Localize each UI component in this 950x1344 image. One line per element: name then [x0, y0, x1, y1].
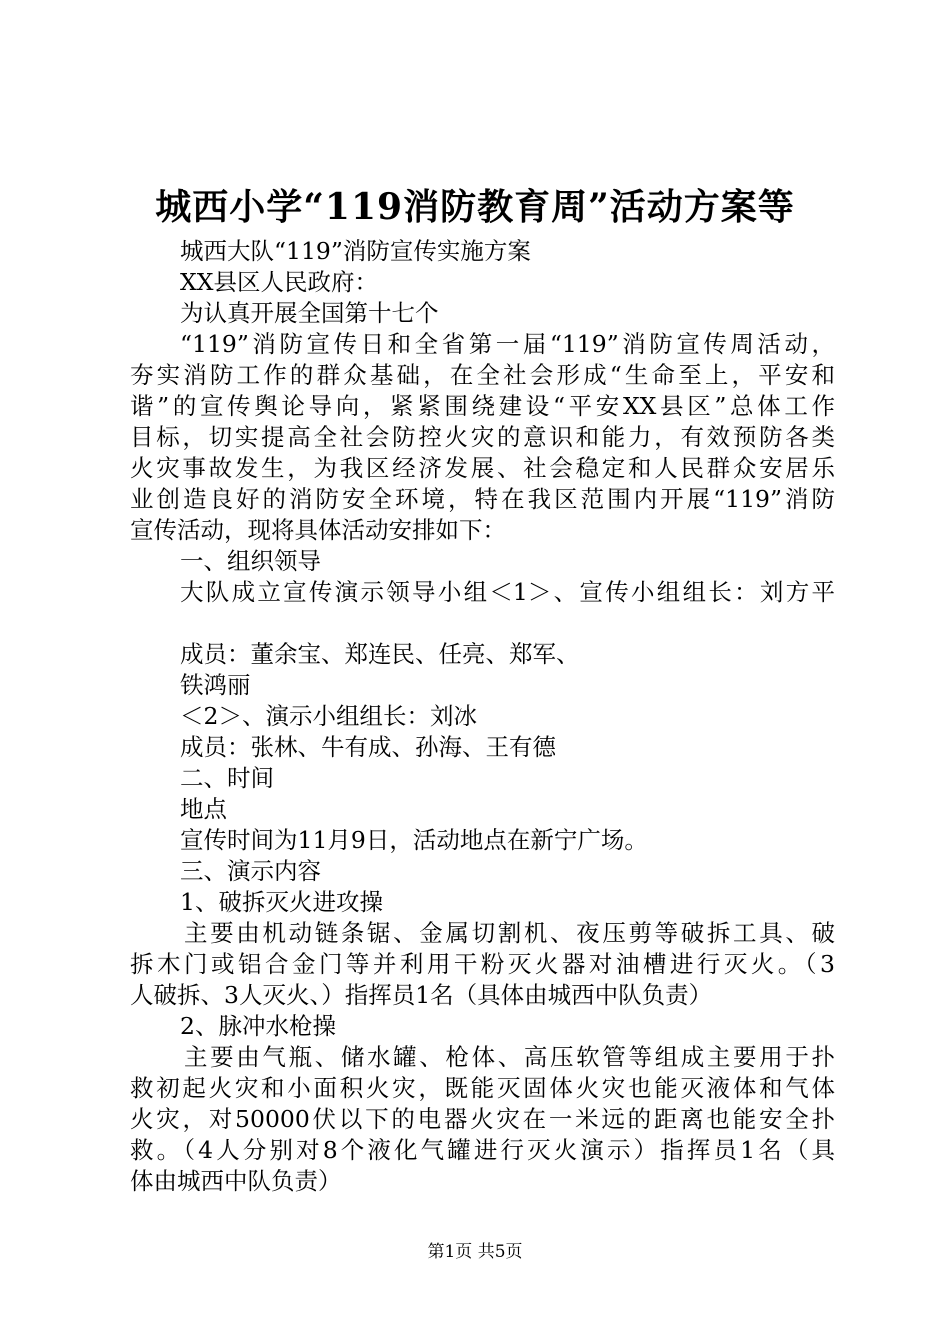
- body-line: 成员：董余宝、郑连民、任亮、郑军、: [180, 640, 580, 668]
- body-line: 地点: [180, 795, 227, 823]
- body-line: 成员：张林、牛有成、孙海、王有德: [180, 733, 556, 761]
- section-heading: 三、演示内容: [180, 857, 321, 885]
- body-line: XX县区人民政府：: [180, 268, 378, 296]
- subsection-heading: 1、破拆灭火进攻操: [180, 888, 383, 916]
- subsection-heading: 2、脉冲水枪操: [180, 1012, 336, 1040]
- body-line: 体由城西中队负责）: [130, 1167, 342, 1195]
- body-line: 业创造良好的消防安全环境，特在我区范围内开展“119”消防: [130, 485, 835, 513]
- body-line: 铁鸿丽: [180, 671, 251, 699]
- body-line: 火灾，对50000伏以下的电器火灾在一米远的距离也能安全扑: [130, 1105, 835, 1133]
- body-line: 宣传活动，现将具体活动安排如下：: [130, 516, 506, 544]
- body-line: 大队成立宣传演示领导小组＜1＞、宣传小组组长：刘方平: [180, 578, 835, 606]
- body-line: 主要由机动链条锯、金属切割机、夜压剪等破拆工具、破: [184, 919, 835, 947]
- body-line: 目标，切实提高全社会防控火灾的意识和能力，有效预防各类: [130, 423, 835, 451]
- body-line: 人破拆、3人灭火、）指挥员1名（具体由城西中队负责）: [130, 981, 713, 1009]
- body-line: 拆木门或铝合金门等并利用干粉灭火器对油槽进行灭火。（3: [130, 950, 835, 978]
- body-line: 为认真开展全国第十七个: [180, 299, 439, 327]
- body-line: 城西大队“119”消防宣传实施方案: [180, 237, 531, 265]
- section-heading: 一、组织领导: [180, 547, 321, 575]
- body-line: 救。（4人分别对8个液化气罐进行灭火演示）指挥员1名（具: [130, 1136, 835, 1164]
- document-title: 城西小学“119消防教育周”活动方案等: [155, 186, 795, 228]
- body-line: 谐”的宣传舆论导向，紧紧围绕建设“平安XX县区”总体工作: [130, 392, 835, 420]
- body-line: 夯实消防工作的群众基础，在全社会形成“生命至上，平安和: [130, 361, 835, 389]
- blank-line: [130, 608, 835, 639]
- body-line: ＜2＞、演示小组组长：刘冰: [180, 702, 477, 730]
- body-line: 主要由气瓶、储水罐、枪体、高压软管等组成主要用于扑: [184, 1043, 835, 1071]
- section-heading: 二、时间: [180, 764, 274, 792]
- page-footer: 第1页 共5页: [427, 1242, 523, 1262]
- body-line: 宣传时间为11月9日，活动地点在新宁广场。: [180, 826, 648, 854]
- body-line: 火灾事故发生，为我区经济发展、社会稳定和人民群众安居乐: [130, 454, 835, 482]
- body-line: 救初起火灾和小面积火灾，既能灭固体火灾也能灭液体和气体: [130, 1074, 835, 1102]
- body-line: “119”消防宣传日和全省第一届“119”消防宣传周活动，: [180, 330, 835, 358]
- document-body: [130, 236, 835, 1197]
